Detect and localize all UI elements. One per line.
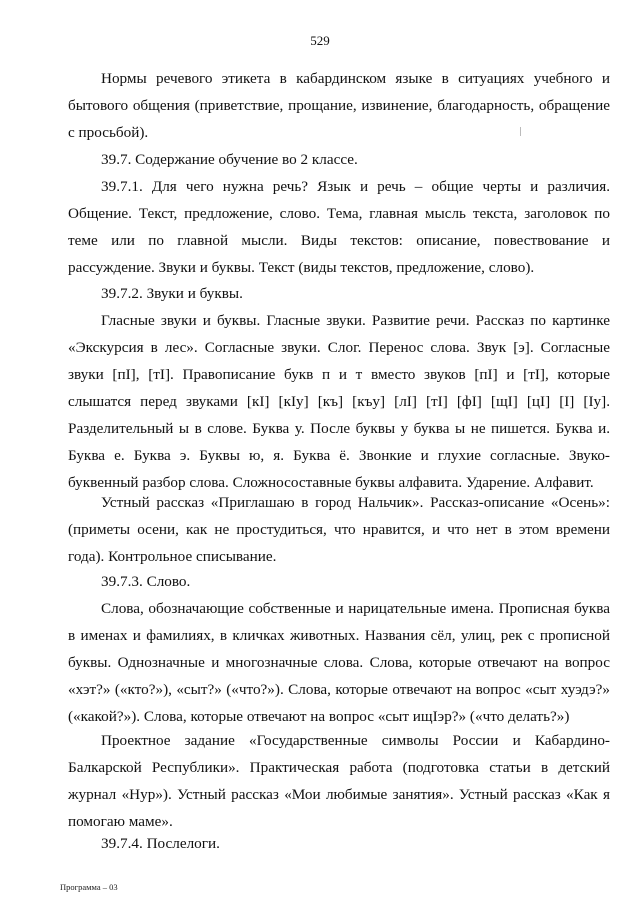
- paragraph-oral-story: Устный рассказ «Приглашаю в город Нальчик». Рассказ-описание «Осень»: (приметы осени, как не простудиться, что нравится, и что нет в этом времени года). Контрольное списывание.: [68, 494, 610, 565]
- section-heading-39-7-4: 39.7.4. Послелоги.: [101, 835, 220, 852]
- section-heading-39-7: 39.7. Содержание обучение во 2 классе.: [101, 151, 358, 168]
- footer-program-label: Программа – 03: [60, 882, 118, 892]
- section-heading-39-7-3: 39.7.3. Слово.: [101, 573, 191, 590]
- section-heading-39-7-2: 39.7.2. Звуки и буквы.: [101, 285, 243, 302]
- paragraph-sounds-letters: Гласные звуки и буквы. Гласные звуки. Развитие речи. Рассказ по картинке «Экскурсия в лес». Согласные звуки. Слог. Перенос слова. Звук [э]. Согласные звуки [пI], [тI]. Правописание букв п и т вместо звуков [пI] и [тI], которые слышатся перед звуками [кI] [кIу] [къ] [къу] [лI] [тI] [фI] [щI] [цI] [I] [Iу]. Разделительный ы в слове. Буква у. После буквы у буква ы не пишется. Буква и. Буква е. Буква э. Буквы ю, я. Буква ё. Звонкие и глухие согласные. Звуко-буквенный разбор слова. Сложносоставные буквы алфавита. Ударение. Алфавит.: [68, 312, 610, 491]
- paragraph-etiquette: Нормы речевого этикета в кабардинском языке в ситуациях учебного и бытового общения (приветствие, прощание, извинение, благодарность, обращение с просьбой).: [68, 70, 610, 141]
- paragraph-project: Проектное задание «Государственные символы России и Кабардино-Балкарской Республики». Практическая работа (подготовка статьи в детский журнал «Нур»). Устный рассказ «Мои любимые занятия». Устный рассказ «Как я помогаю маме».: [68, 732, 610, 830]
- paragraph-39-7-1: 39.7.1. Для чего нужна речь? Язык и речь – общие черты и различия. Общение. Текст, предложение, слово. Тема, главная мысль текста, заголовок по теме или по главной мысли. Виды текстов: описание, повествование и рассуждение. Звуки и буквы. Текст (виды текстов, предложение, слово).: [68, 178, 610, 276]
- paragraph-words: Слова, обозначающие собственные и нарицательные имена. Прописная буква в именах и фамилиях, в кличках животных. Названия сёл, улиц, рек с прописной буквы. Однозначные и многозначные слова. Слова, которые отвечают на вопрос «хэт?» («кто?»), «сыт?» («что?»). Слова, которые отвечают на вопрос «сыт хуэдэ?» («какой?»). Слова, которые отвечают на вопрос «сыт ищIэр?» («что делать?»): [68, 600, 610, 725]
- page-number: 529: [310, 33, 330, 48]
